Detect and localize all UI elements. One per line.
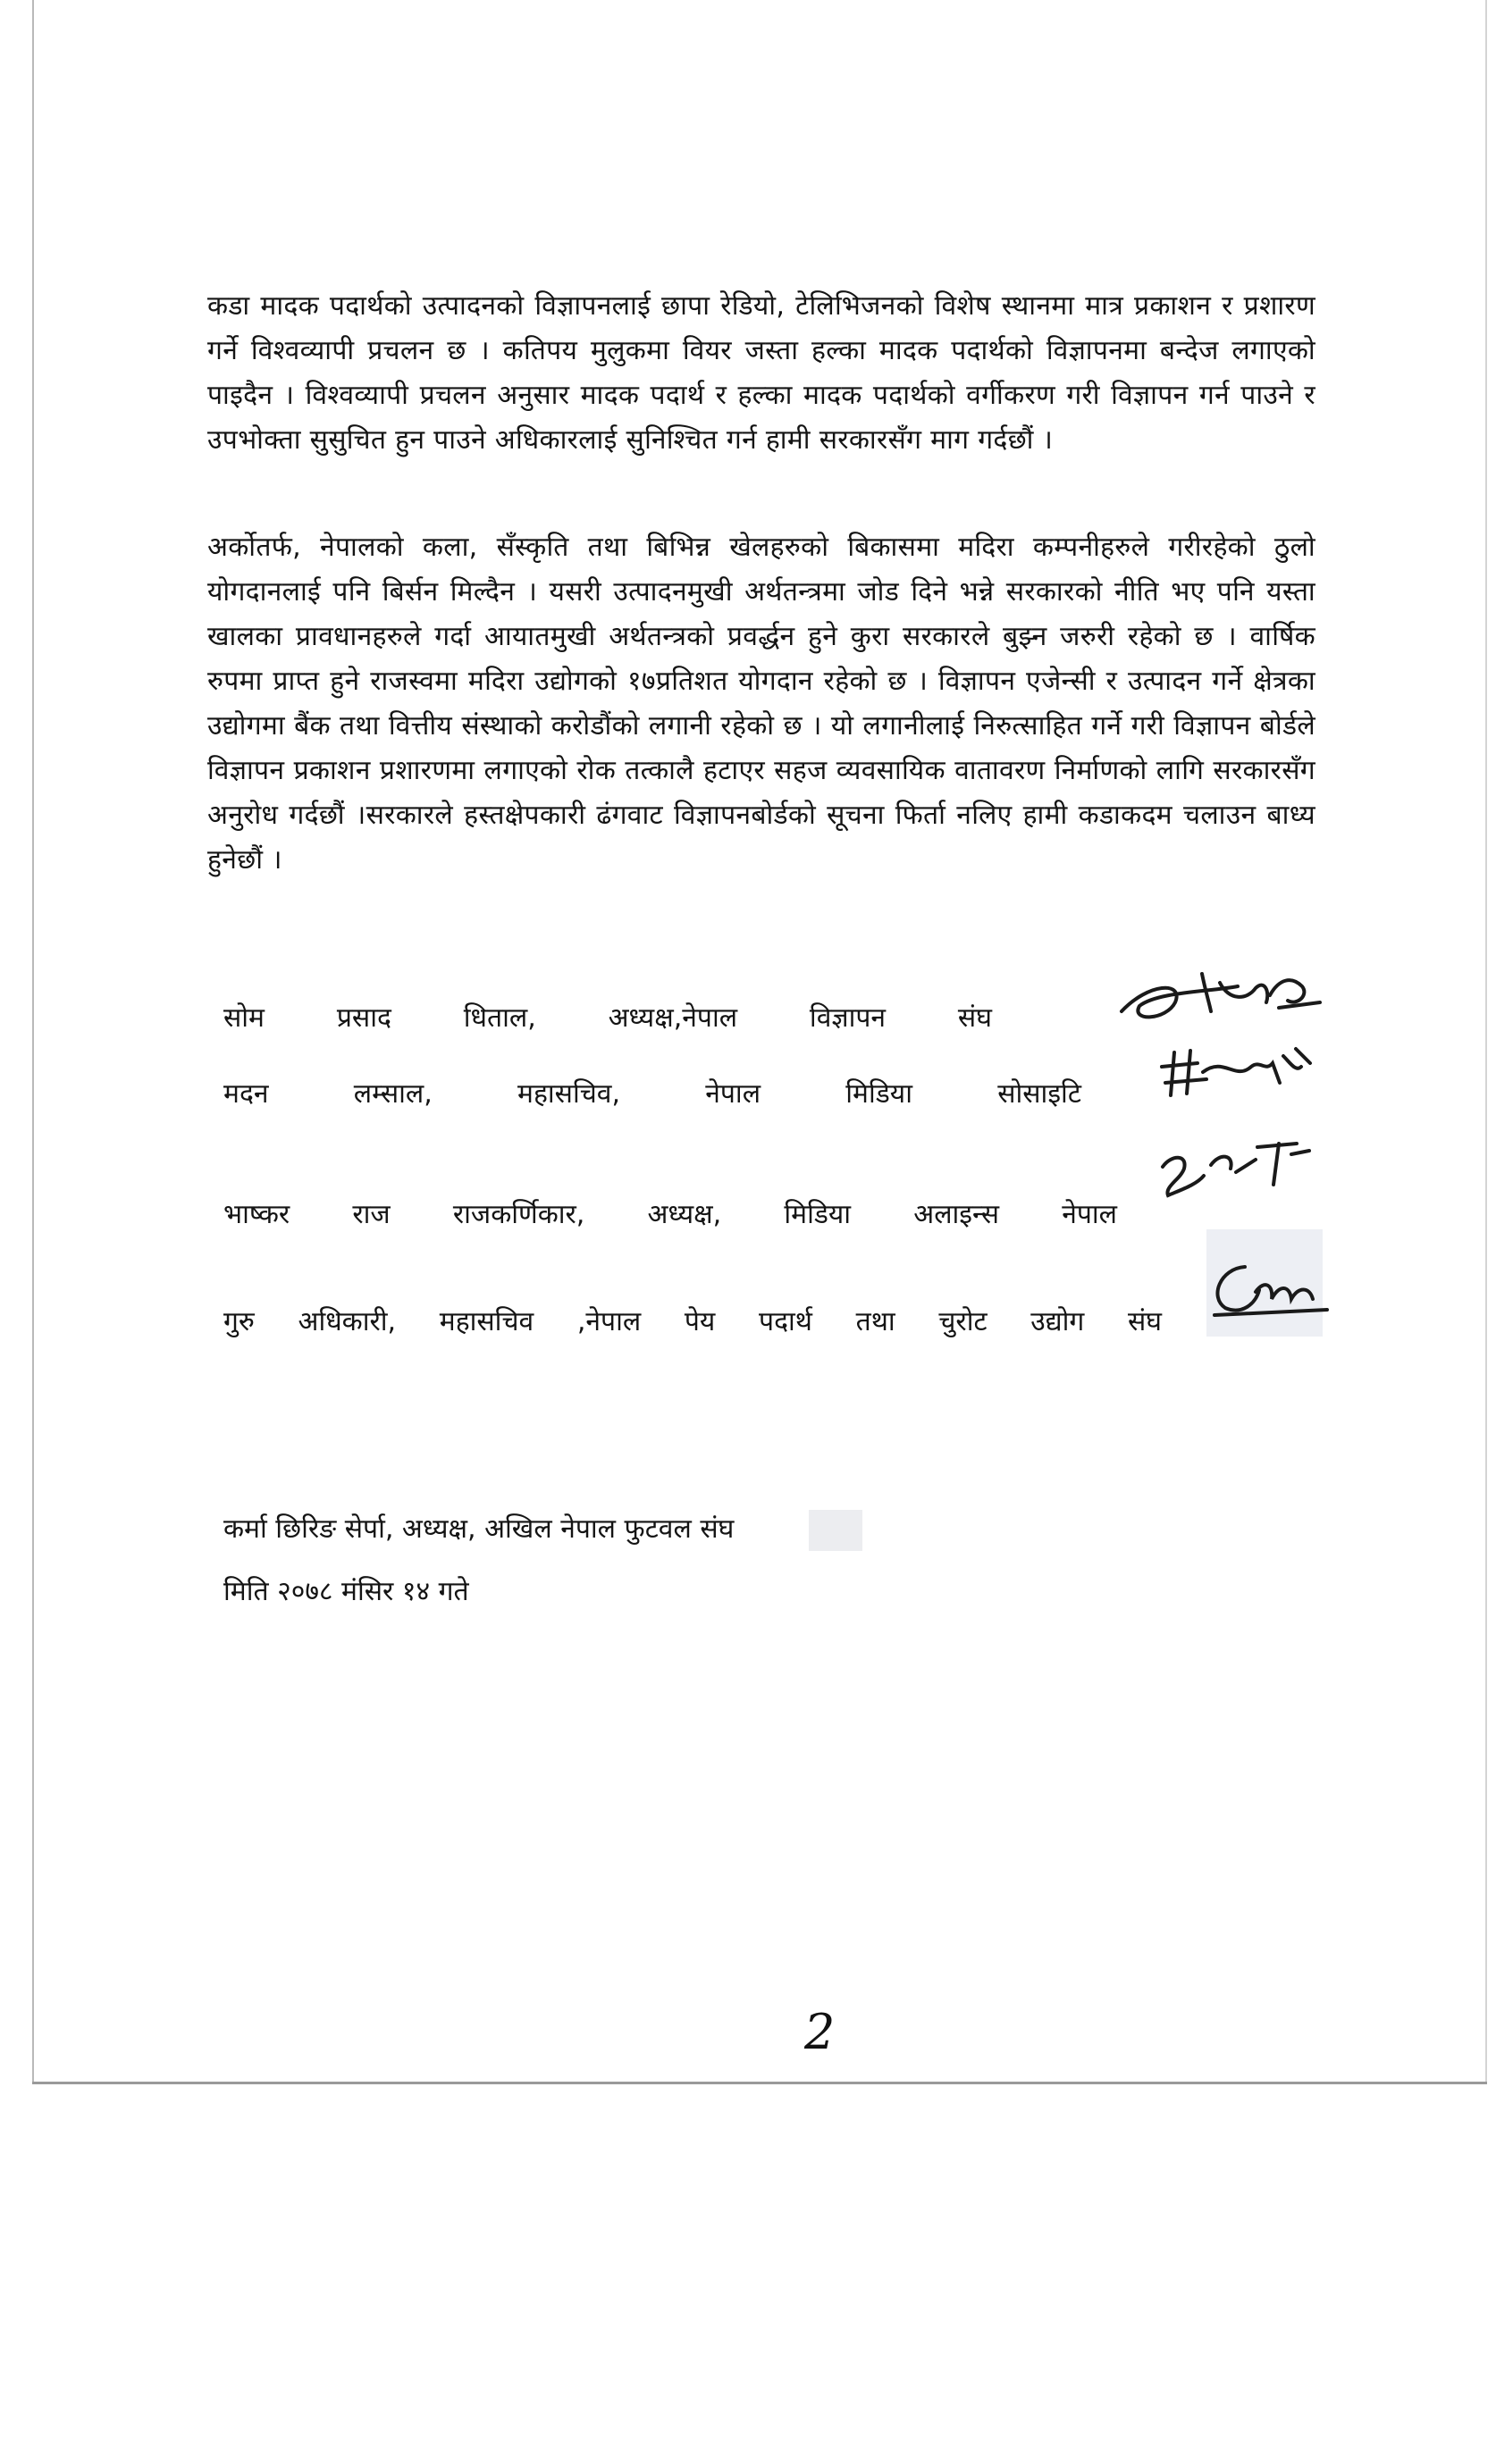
signatory-word: मिडिया	[845, 1078, 912, 1110]
signatory-line-2	[223, 1077, 1081, 1112]
scan-smudge	[809, 1510, 862, 1551]
signature-4	[1202, 1253, 1336, 1324]
signature-2	[1153, 1036, 1323, 1108]
page-right-edge	[1485, 0, 1487, 2082]
signatory-word: नेपाल	[1062, 1199, 1117, 1230]
signatory-word: पदार्थ	[759, 1306, 812, 1337]
signatory-word: भाष्कर	[223, 1199, 290, 1230]
signatory-word: विज्ञापन	[809, 1002, 887, 1034]
signatory-line-3	[223, 1197, 1117, 1233]
signatory-word: सोम	[223, 1002, 265, 1034]
signatory-line-5: कर्मा छिरिङ सेर्पा, अध्यक्ष, अखिल नेपाल फुटवल संघ	[223, 1513, 735, 1545]
page-number: 2	[804, 2004, 836, 2060]
signatory-word: मदन	[223, 1078, 269, 1110]
signatory-word: महासचिव,	[517, 1078, 620, 1110]
signatory-word: पेय	[684, 1306, 716, 1337]
signatory-word: संघ	[957, 1002, 992, 1034]
signatory-word: अध्यक्ष,	[647, 1199, 722, 1230]
signatory-word: मिडिया	[784, 1199, 852, 1230]
signatory-word: लम्साल,	[353, 1078, 433, 1110]
signatory-word: सोसाइटि	[997, 1078, 1081, 1110]
signatory-word: अलाइन्स	[913, 1199, 999, 1230]
signatory-word: उद्योग	[1030, 1306, 1085, 1337]
signatory-word: महासचिव	[439, 1306, 534, 1337]
page-left-edge	[32, 0, 34, 2082]
signatory-word: संघ	[1127, 1306, 1162, 1337]
signature-3	[1148, 1127, 1318, 1208]
signatory-word: ,नेपाल	[576, 1306, 642, 1337]
signature-1	[1113, 956, 1327, 1036]
signatory-word: धिताल,	[463, 1002, 536, 1034]
signatory-word: राजकर्णिकार,	[452, 1199, 585, 1230]
date-line: मिति २०७८ मंसिर १४ गते	[223, 1576, 469, 1607]
body-paragraph-1: कडा मादक पदार्थको उत्पादनको विज्ञापनलाई छापा रेडियो, टेलिभिजनको विशेष स्थानमा मात्र प्रकाशन र प्रशारण गर्ने विश्वव्यापी प्रचलन छ । कतिपय मुलुकमा वियर जस्ता हल्का मादक पदार्थको विज्ञापनमा बन्देज लगाएको पाइदैन । विश्वव्यापी प्रचलन अनुसार मादक पदार्थ र हल्का मादक पदार्थको वर्गीकरण गरी विज्ञापन गर्न पाउने र उपभोक्ता सुसुचित हुन पाउने अधिकारलाई सुनिश्चित गर्न हामी सरकारसँग माग गर्दछौं ।	[207, 290, 1315, 456]
signatory-word: चुरोट	[938, 1306, 988, 1337]
page-bottom-edge	[32, 2082, 1487, 2084]
signatory-line-4	[223, 1304, 1162, 1340]
signatory-word: अधिकारी,	[298, 1306, 397, 1337]
signatory-word: प्रसाद	[336, 1002, 391, 1034]
signatory-word: राज	[352, 1199, 391, 1230]
body-paragraph-2: अर्कोतर्फ, नेपालको कला, सँस्कृति तथा बिभिन्न खेलहरुको बिकासमा मदिरा कम्पनीहरुले गरीरहेको ठुलो योगदानलाई पनि बिर्सन मिल्दैन । यसरी उत्पादनमुखी अर्थतन्त्रमा जोड दिने भन्ने सरकारको नीति भए पनि यस्ता खालका प्रावधानहरुले गर्दा आयातमुखी अर्थतन्त्रको प्रवर्द्धन हुने कुरा सरकारले बुझ्न जरुरी रहेको छ । वार्षिक रुपमा प्राप्त हुने राजस्वमा मदिरा उद्योगको १७प्रतिशत योगदान रहेको छ । विज्ञापन एजेन्सी र उत्पादन गर्ने क्षेत्रका उद्योगमा बैंक तथा वित्तीय संस्थाको करोडौंको लगानी रहेको छ । यो लगानीलाई निरुत्साहित गर्ने गरी विज्ञापन बोर्डले विज्ञापन प्रकाशन प्रशारणमा लगाएको रोक तत्कालै हटाएर सहज व्यवसायिक वातावरण निर्माणको लागि सरकारसँग अनुरोध गर्दछौं ।सरकारले हस्तक्षेपकारी ढंगवाट विज्ञापनबोर्डको सूचना फिर्ता नलिए हामी कडाकदम चलाउन बाध्य हुनेछौं ।	[207, 532, 1315, 876]
signatory-word: गुरु	[223, 1306, 255, 1337]
signatory-word: अध्यक्ष,नेपाल	[608, 1002, 738, 1034]
signatory-line-1	[223, 1001, 992, 1036]
signatory-word: तथा	[855, 1306, 895, 1337]
signatory-word: नेपाल	[705, 1078, 761, 1110]
